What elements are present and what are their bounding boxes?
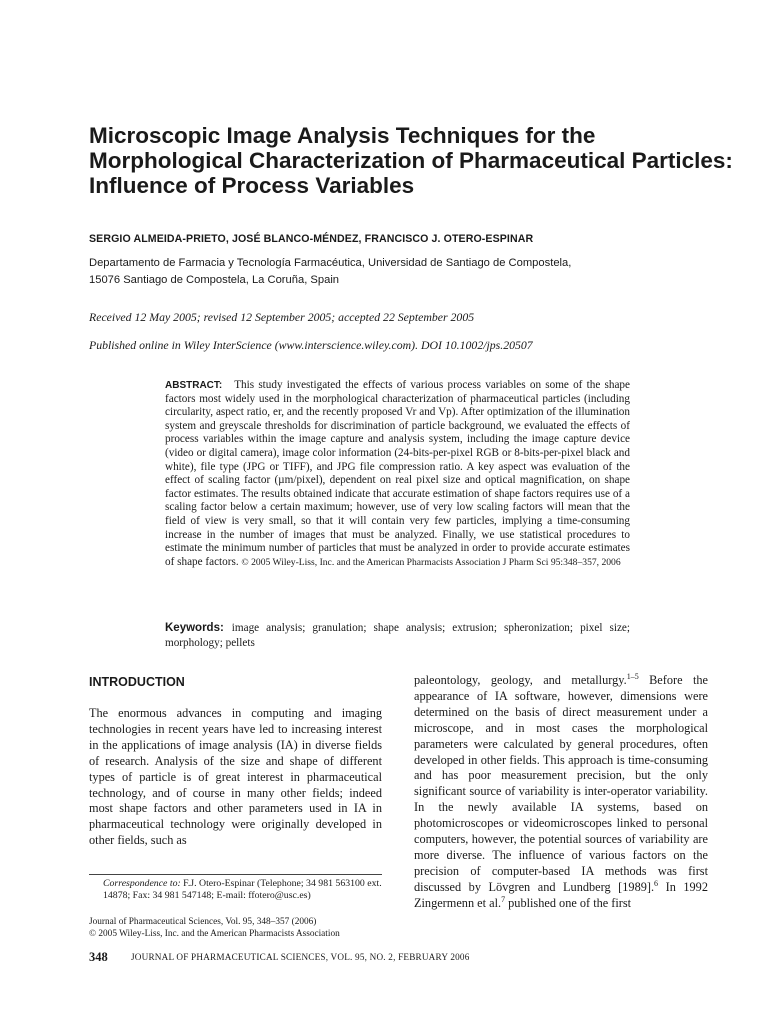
keywords xyxy=(165,621,630,651)
keywords-text: image analysis; granulation; shape analysis; extrusion; spheronization; pixel size; morphology; pellets xyxy=(165,622,630,649)
publication-dates xyxy=(89,309,533,365)
footnote-divider xyxy=(89,874,382,875)
article-title xyxy=(89,123,749,198)
received-dates: Received 12 May 2005; revised 12 September 2005; accepted 22 September 2005 xyxy=(89,310,475,324)
title-line-3: Influence of Process Variables xyxy=(89,173,415,198)
correspondence-details: F.J. Otero-Espinar (Telephone; 34 981 563100 ext. 14878; Fax: 34 981 547148; E-mail: ffotero@usc.es) xyxy=(103,878,382,901)
affiliation xyxy=(89,255,571,289)
correspondence-footnote xyxy=(89,878,382,902)
abstract xyxy=(165,379,630,569)
affiliation-line-1: Departamento de Farmacia y Tecnología Farmacéutica, Universidad de Santiago de Compostela, xyxy=(89,257,572,269)
intro-text-part-1: paleontology, geology, and metallurgy. xyxy=(414,673,627,687)
author-list: SERGIO ALMEIDA-PRIETO, JOSÉ BLANCO-MÉNDEZ, FRANCISCO J. OTERO-ESPINAR xyxy=(89,233,534,245)
citation-7: 7 xyxy=(501,894,506,904)
keywords-label: Keywords: xyxy=(165,622,224,634)
body-column-right xyxy=(414,673,708,912)
page-number: 348 xyxy=(89,950,108,964)
title-line-1: Microscopic Image Analysis Techniques for the xyxy=(89,123,596,148)
intro-text-part-2: Before the appearance of IA software, however, dimensions were determined on the basis of direct measurement under a microscope, and in most cases the morphological parameters were calculated by general procedures, often developed in other fields. This approach is time-consuming and has poor measurement precision, but the only significant source of variability is inter-operator variability. In the newly available IA systems, based on photomicroscopes or videomicroscopes linked to personal computers, however, the potential sources of variability are more diverse. The influence of various factors on the precision of computer-based IA methods was first discussed by Lövgren and Lundberg [1989]. xyxy=(414,673,708,894)
citation-6: 6 xyxy=(654,878,659,888)
abstract-copyright: © 2005 Wiley-Liss, Inc. and the American Pharmacists Association J Pharm Sci 95:348–357, 2006 xyxy=(241,556,621,568)
citation-1-5: 1–5 xyxy=(626,672,639,681)
running-footer: JOURNAL OF PHARMACEUTICAL SCIENCES, VOL. 95, NO. 2, FEBRUARY 2006 xyxy=(131,952,470,962)
copyright-line: © 2005 Wiley-Liss, Inc. and the American Pharmacists Association xyxy=(89,928,340,939)
affiliation-line-2: 15076 Santiago de Compostela, La Coruña, Spain xyxy=(89,274,340,286)
abstract-label: ABSTRACT: xyxy=(165,380,223,391)
journal-line: Journal of Pharmaceutical Sciences, Vol. 95, 348–357 (2006) xyxy=(89,917,317,927)
correspondence-label: Correspondence to: xyxy=(103,878,181,889)
journal-citation-note xyxy=(89,917,382,940)
body-column-left xyxy=(89,706,382,849)
intro-text-part-3: In 1992 Zingermenn et al. xyxy=(414,879,708,910)
section-heading-introduction: INTRODUCTION xyxy=(89,675,185,689)
published-online: Published online in Wiley InterScience (www.interscience.wiley.com). DOI 10.1002/jps.20507 xyxy=(89,338,533,352)
title-line-2: Morphological Characterization of Pharmaceutical Particles: xyxy=(89,148,733,173)
intro-text-part-4: published one of the first xyxy=(505,895,632,910)
abstract-text: This study investigated the effects of various process variables on some of the shape factors most widely used in the morphological characterization of pharmaceutical particles (including circularity, aspect ratio, er, and the recently proposed Vr and Vp). After optimization of the illumination system and greyscale thresholds for discrimination of particle background, we evaluated the effects of process variables within the image capture and analysis system, including the image capture device (video or digital camera), image color information (24-bits-per-pixel RGB or 8-bits-per-pixel black and white), file type (JPG or TIFF), and JPG file compression ratio. A key aspect was evaluation of the effect of scaling factor (µm/pixel), dependent on real pixel size and optical magnification, on shape factor estimates. The results obtained indicate that accurate estimation of shape factors requires use of a scaling factor below a certain maximum; however, use of very low scaling factors will mean that the field of view is very small, so that it will contain very few particles, implying a time-consuming increase in the number of images that must be analyzed. Finally, we use statistical procedures to estimate the minimum number of particles that must be analyzed in order to provide accurate estimates of shape factors. xyxy=(165,379,630,568)
intro-paragraph-left: The enormous advances in computing and imaging technologies in recent years have led to increasing interest in the applications of image analysis (IA) in diverse fields of research. Analysis of the size and shape of different types of particle is of great interest in pharmaceutical technology, and of course in many other fields; indeed most shape factors and other parameters used in IA in pharmaceutical technology were originally developed in other fields, such as xyxy=(89,706,382,848)
